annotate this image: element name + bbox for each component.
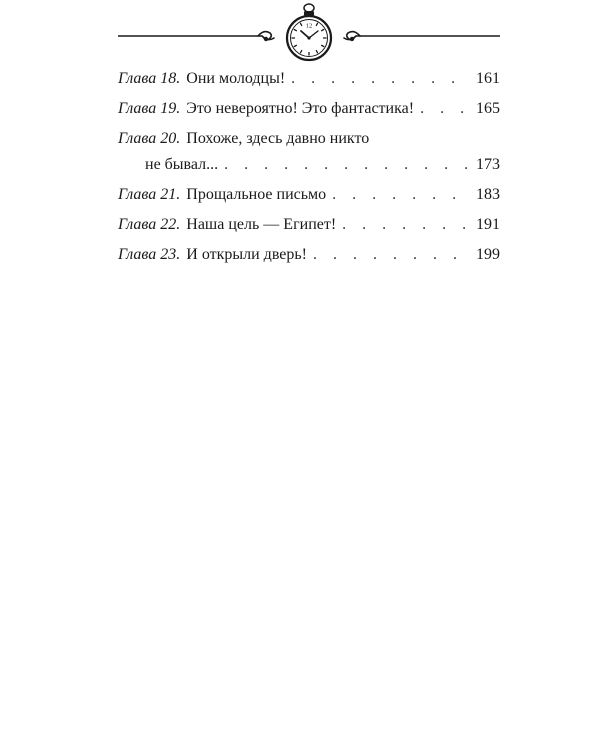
page-number: 161 (476, 70, 500, 87)
chapter-title: Это невероятно! Это фантастика! (186, 100, 415, 117)
chapter-title: Наша цель — Египет! (186, 216, 337, 233)
dot-leader (420, 96, 470, 122)
chapter-label: Глава 19. (118, 100, 181, 117)
chapter-title-continuation: не бывал... (145, 156, 219, 173)
page-number: 173 (476, 156, 500, 173)
header-ornament (0, 0, 600, 75)
dot-leader (342, 212, 470, 238)
chapter-title: Они молодцы! (186, 70, 286, 87)
page-number: 199 (476, 246, 500, 263)
chapter-title: Похоже, здесь давно никто (186, 130, 370, 147)
clock-numeral: 12 (305, 22, 313, 30)
chapter-label: Глава 20. (118, 130, 181, 147)
chapter-title: И открыли дверь! (186, 246, 307, 263)
dot-leader (313, 242, 470, 268)
chapter-label: Глава 18. (118, 70, 181, 87)
page-number: 183 (476, 186, 500, 203)
toc-entry-19[interactable] (118, 96, 500, 122)
page-number: 191 (476, 216, 500, 233)
dot-leader (224, 152, 470, 178)
page-number: 165 (476, 100, 500, 117)
toc-entry-18[interactable] (118, 66, 500, 92)
chapter-title: Прощальное письмо (186, 186, 327, 203)
dot-leader (332, 182, 470, 208)
chapter-label: Глава 23. (118, 246, 181, 263)
pocket-watch-icon (287, 4, 331, 60)
dot-leader (291, 66, 470, 92)
chapter-label: Глава 22. (118, 216, 181, 233)
toc-entry-20[interactable] (118, 126, 500, 178)
toc-entry-22[interactable] (118, 212, 500, 238)
toc-entry-21[interactable] (118, 182, 500, 208)
table-of-contents (118, 66, 500, 268)
toc-entry-23[interactable] (118, 242, 500, 268)
chapter-label: Глава 21. (118, 186, 181, 203)
